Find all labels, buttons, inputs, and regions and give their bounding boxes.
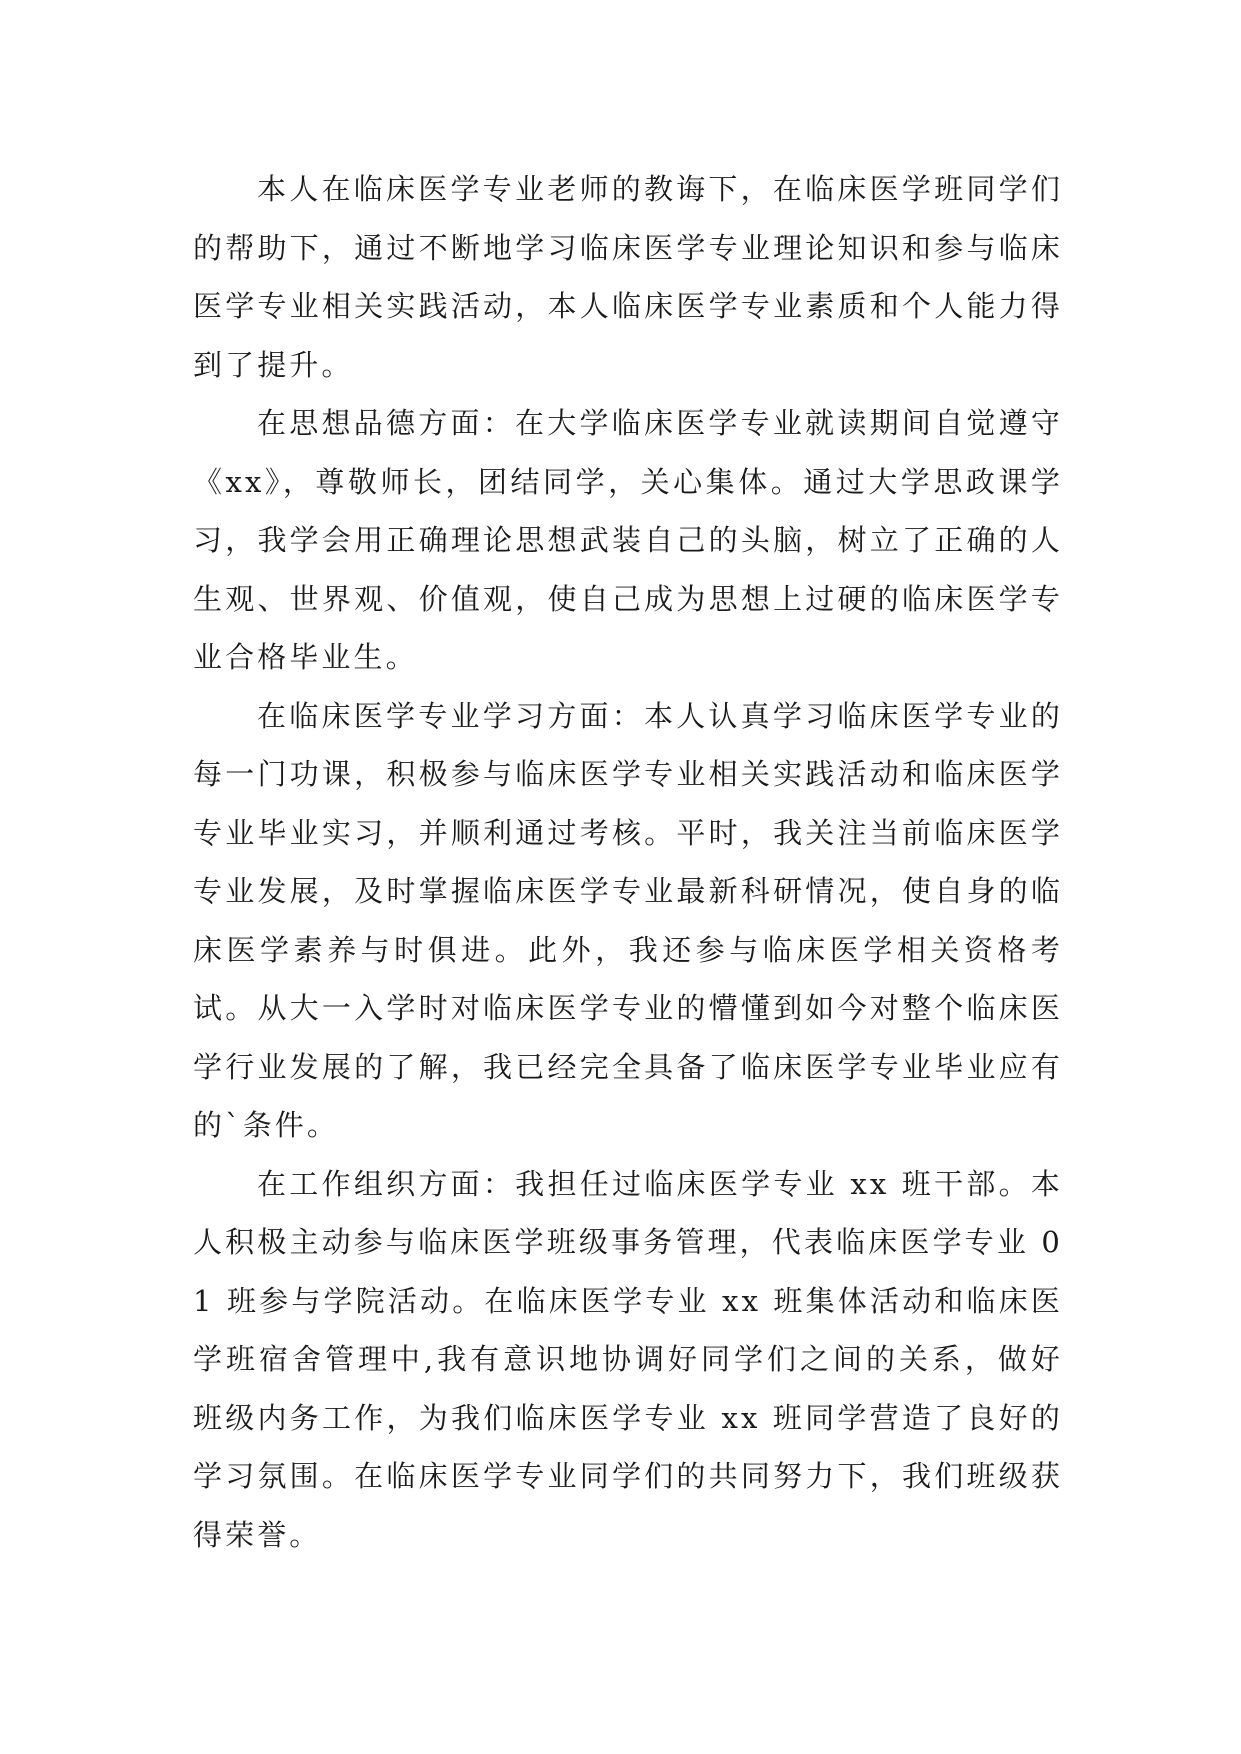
paragraph-moral-character: 在思想品德方面：在大学临床医学专业就读期间自觉遵守《xx》，尊敬师长，团结同学，关心集体。通过大学思政课学习，我学会用正确理论思想武装自己的头脑，树立了正确的人生观、世界观、价值观，使自己成为思想上过硬的临床医学专业合格毕业生。 (193, 406, 1063, 674)
paragraph-work-organization: 在工作组织方面：我担任过临床医学专业 xx 班干部。本人积极主动参与临床医学班级事务管理，代表临床医学专业 01 班参与学院活动。在临床医学专业 xx 班集体活动和临床医学班宿舍管理中,我有意识地协调好同学们之间的关系，做好班级内务工作，为我们临床医学专业 xx 班同学营造了良好的学习氛围。在临床医学专业同学们的共同努力下，我们班级获得荣誉。 (193, 1166, 1063, 1552)
paragraph-intro: 本人在临床医学专业老师的教诲下，在临床医学班同学们的帮助下，通过不断地学习临床医学专业理论知识和参与临床医学专业相关实践活动，本人临床医学专业素质和个人能力得到了提升。 (193, 172, 1063, 382)
paragraph-professional-study: 在临床医学专业学习方面：本人认真学习临床医学专业的每一门功课，积极参与临床医学专业相关实践活动和临床医学专业毕业实习，并顺利通过考核。平时，我关注当前临床医学专业发展，及时掌握临床医学专业最新科研情况，使自身的临床医学素养与时俱进。此外，我还参与临床医学相关资格考试。从大一入学时对临床医学专业的懵懂到如今对整个临床医学行业发展的了解，我已经完全具备了临床医学专业毕业应有的`条件。 (193, 698, 1063, 1142)
document-body (193, 160, 1063, 1564)
